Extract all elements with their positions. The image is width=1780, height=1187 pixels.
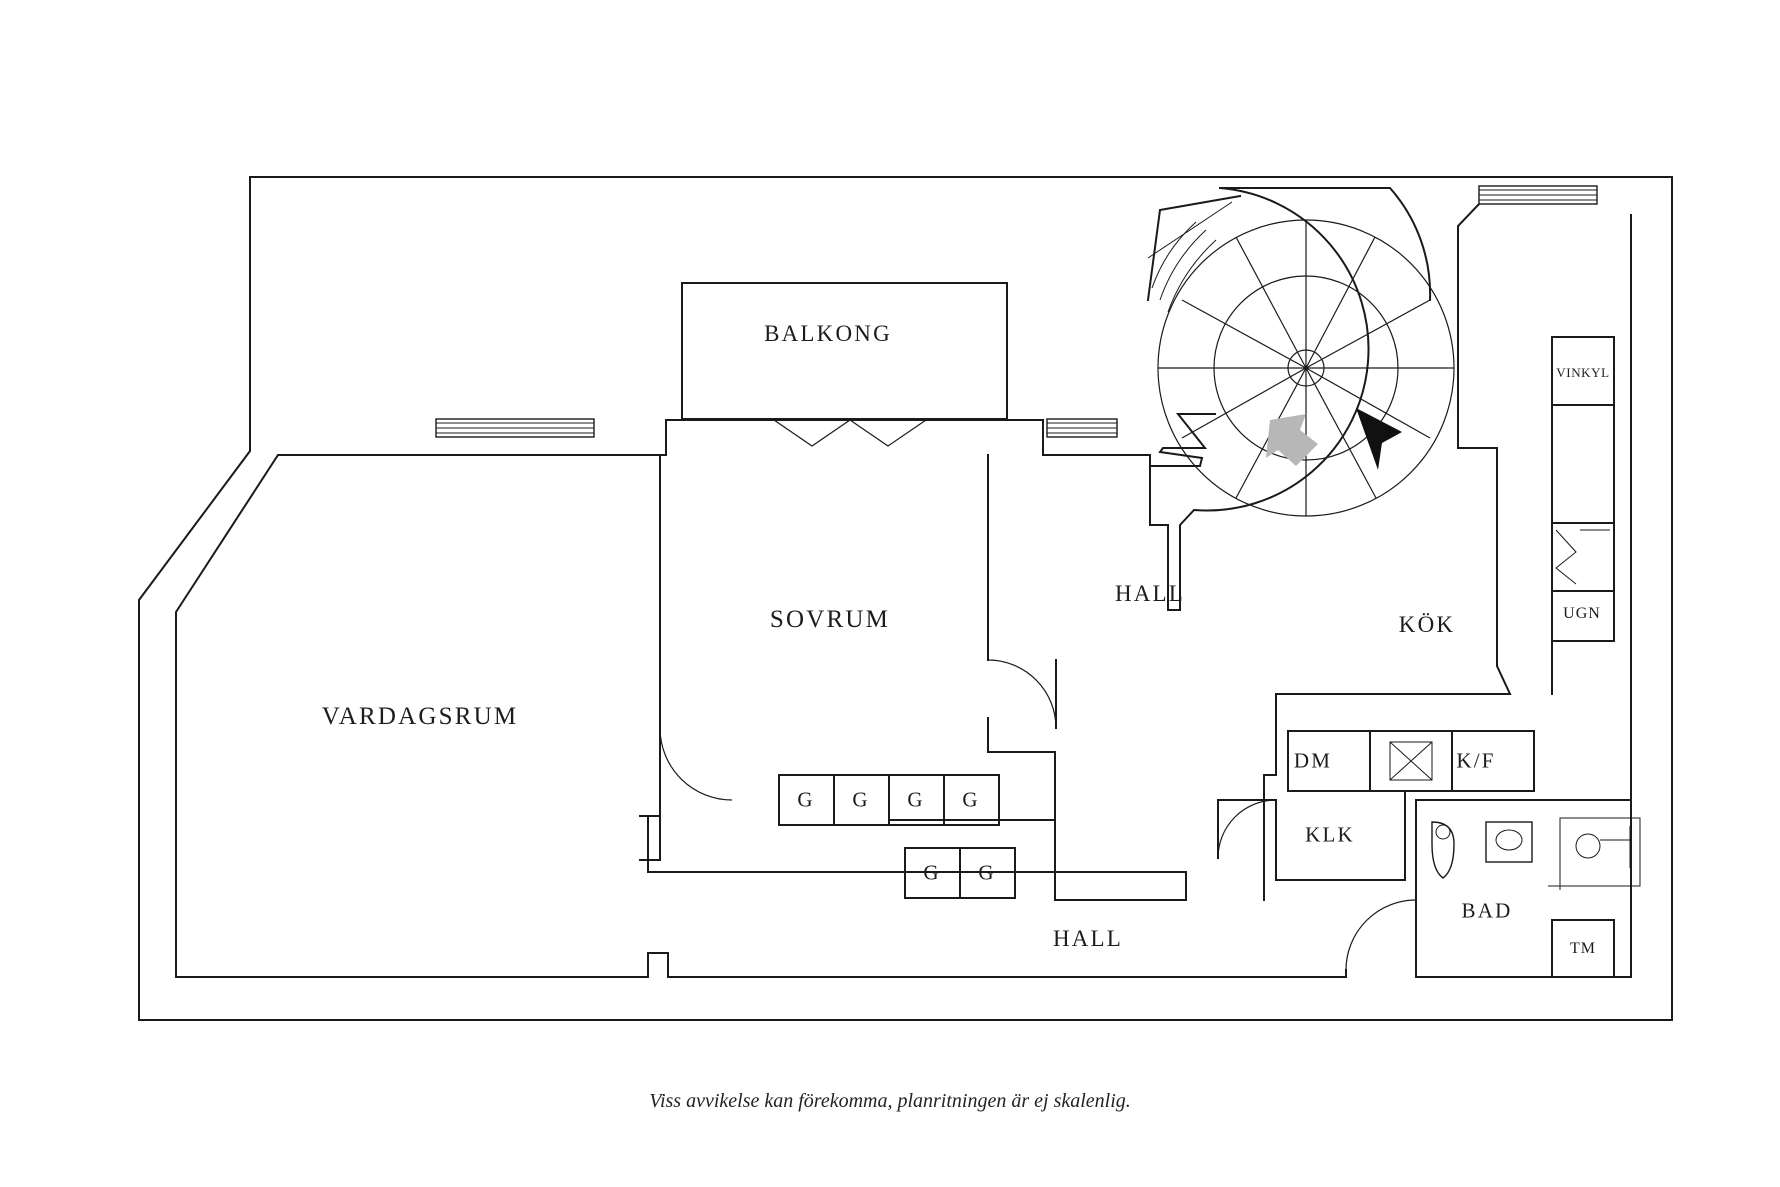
window-living-room bbox=[436, 419, 594, 437]
disclaimer-footnote: Viss avvikelse kan förekomma, planritningen är ej skalenlig. bbox=[649, 1090, 1131, 1112]
wardrobe-label: G bbox=[978, 860, 996, 885]
shower-fixture bbox=[1560, 818, 1640, 886]
balcony-door-leaf-left bbox=[774, 420, 850, 446]
hall-corridor-wall bbox=[648, 872, 1186, 900]
stair-treads bbox=[1158, 220, 1454, 516]
fixture-tm bbox=[1552, 920, 1614, 977]
wardrobe-label: G bbox=[907, 787, 925, 812]
balcony-door-leaf-right bbox=[850, 420, 926, 446]
spiral-staircase bbox=[1148, 188, 1454, 610]
room-label-vardagsrum: VARDAGSRUM bbox=[321, 703, 519, 730]
room-label-sovrum: SOVRUM bbox=[769, 606, 891, 633]
fixture-label-dm: DM bbox=[1293, 748, 1333, 773]
door-swing-living-room bbox=[660, 728, 732, 800]
room-label-hall-lower: HALL bbox=[1052, 926, 1124, 951]
window-hall bbox=[1047, 419, 1117, 437]
kitchen-left-wall bbox=[1264, 694, 1276, 900]
balcony-outline bbox=[682, 283, 1007, 419]
window-kitchen-top bbox=[1479, 186, 1597, 204]
fixture-ugn bbox=[1552, 523, 1614, 641]
room-klk bbox=[1218, 791, 1405, 880]
fixture-vinkyl bbox=[1552, 337, 1614, 523]
room-label-bad: BAD bbox=[1461, 898, 1513, 923]
stair-landing-arcs bbox=[1148, 202, 1232, 312]
wardrobe-label: G bbox=[962, 787, 980, 812]
fixture-label-tm: TM bbox=[1570, 940, 1596, 957]
room-label-balkong: BALKONG bbox=[764, 321, 892, 346]
fixture-label-vinkyl: VINKYL bbox=[1556, 365, 1610, 380]
room-label-hall-upper: HALL bbox=[1114, 581, 1186, 606]
door-swing-bedroom bbox=[988, 660, 1056, 728]
room-label-klk: KLK bbox=[1305, 822, 1355, 847]
room-label-kok: KÖK bbox=[1398, 612, 1456, 637]
entry-direction-arrow-grey bbox=[1266, 414, 1318, 466]
toilet-fixture bbox=[1432, 822, 1454, 878]
wardrobe-label: G bbox=[797, 787, 815, 812]
sink-fixture bbox=[1486, 822, 1532, 862]
kitchen-appliance-row bbox=[1288, 731, 1534, 791]
room-bad bbox=[1346, 800, 1640, 977]
kitchen-outline bbox=[1276, 204, 1510, 700]
entry-direction-arrow-dark bbox=[1356, 408, 1402, 470]
wardrobe-row-upper bbox=[779, 775, 999, 825]
wardrobe-label: G bbox=[923, 860, 941, 885]
bedroom-left-wall-stub bbox=[640, 816, 660, 860]
fixture-label-kf: K/F bbox=[1456, 748, 1496, 773]
fixture-label-ugn: UGN bbox=[1563, 605, 1601, 622]
wardrobe-label: G bbox=[852, 787, 870, 812]
apartment-inner-wall bbox=[176, 420, 1150, 977]
apartment-bottom-wall bbox=[176, 953, 1344, 977]
